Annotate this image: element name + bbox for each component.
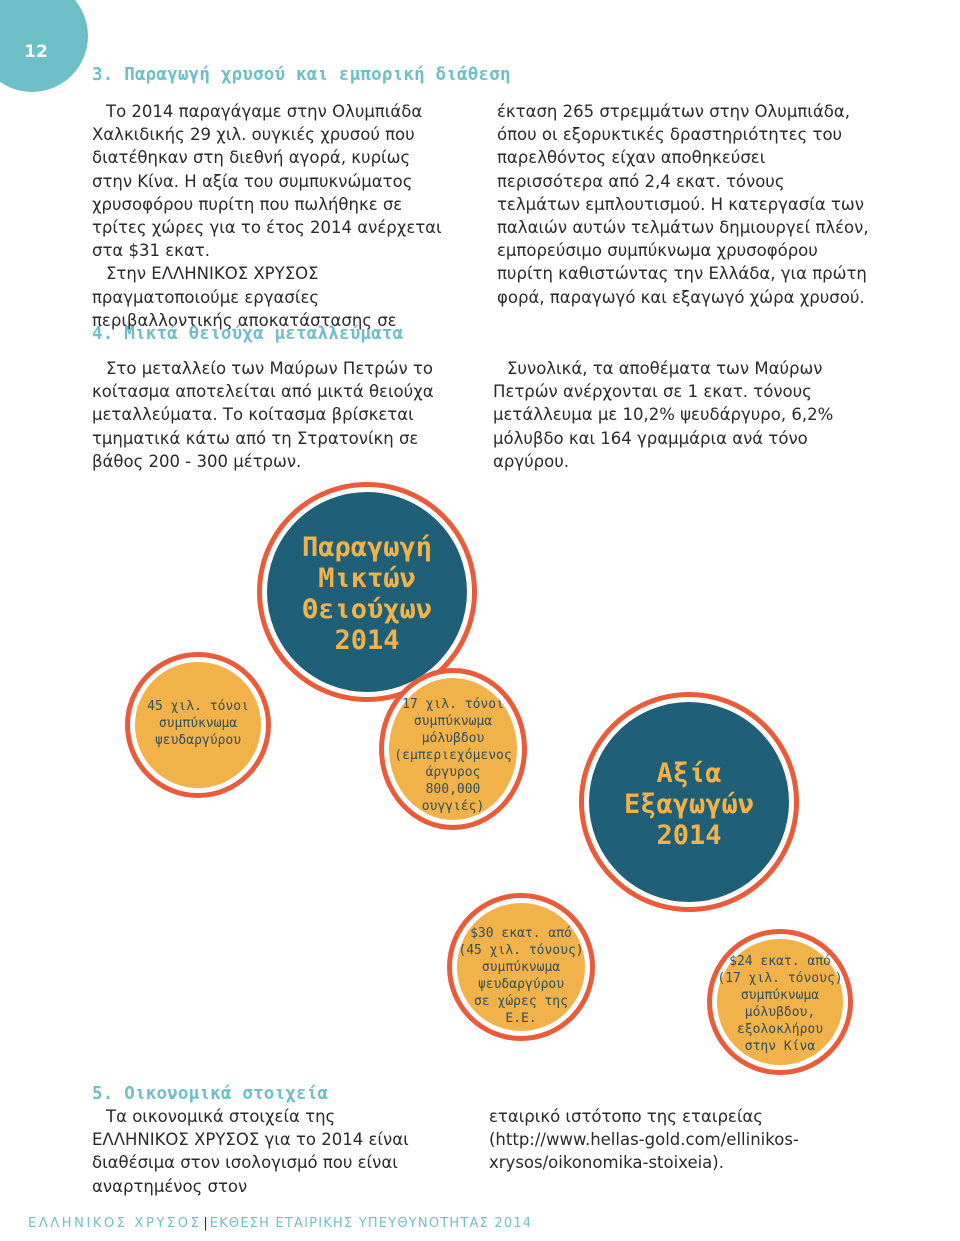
section-5-number: 5. bbox=[92, 1084, 114, 1104]
exports-line-2: Εξαγωγών bbox=[623, 789, 755, 820]
exports-line-1: Αξία bbox=[656, 758, 722, 789]
lead-line-6: 800,000 bbox=[425, 782, 481, 797]
export-lead-line-4: μόλυβδου, bbox=[744, 1005, 816, 1020]
section-4-paragraph-2: Συνολικά, τα αποθέματα των Μαύρων Πετρών ανέρχονται σε 1 εκατ. τόνους μετάλλευμα με 10,2% ψευδάργυρο, 6,2% μόλυβδο και 164 γραμμάρια ανά τόνο αργύρου. bbox=[493, 359, 834, 471]
exports-value-label bbox=[589, 758, 789, 851]
section-5-paragraph-2: εταιρικό ιστότοπο της εταιρείας (http://www.hellas-gold.com/ellinikos-xrysos/oikonomika-stoixeia). bbox=[489, 1107, 799, 1173]
lead-line-1: 17 χιλ. τόνοι bbox=[402, 697, 504, 712]
export-lead-line-5: εξολοκλήρου bbox=[736, 1022, 824, 1037]
section-3-title: 3. Παραγωγή χρυσού και εμπορική διάθεση bbox=[92, 65, 511, 85]
exports-line-3: 2014 bbox=[656, 820, 722, 851]
lead-line-7: ουγγιές) bbox=[421, 799, 485, 814]
lead-concentrate-circle bbox=[384, 673, 522, 825]
zinc-line-1: 45 χιλ. τόνοι bbox=[147, 699, 249, 714]
production-label bbox=[267, 532, 467, 656]
section-3-paragraph-3: έκταση 265 στρεμμάτων στην Ολυμπιάδα, όπου οι εξορυκτικές δραστηριότητες του παρελθόντος είχαν αποθηκεύσει περισσότερα από 2,4 εκατ. τόνους τελμάτων εμπλουτισμού. Η κατεργασία των παλαιών αυτών τελμάτων δημιουργεί πλέον, εμπορεύσιμο συμπύκνωμα χρυσοφόρου πυρίτη καθιστώντας την Ελλάδα, για πρώτη φορά, παραγωγό και εξαγωγό χώρα χρυσού. bbox=[497, 102, 869, 307]
section-5-title bbox=[92, 1084, 328, 1104]
export-lead-line-6: στην Κίνα bbox=[744, 1039, 816, 1054]
section-4-number: 4. bbox=[92, 324, 114, 344]
footer-report-title: ΕΚΘΕΣΗ ΕΤΑΙΡΙΚΗΣ ΥΠΕΥΘΥΝΟΤΗΤΑΣ 2014 bbox=[209, 1216, 533, 1231]
export-zinc-line-5: σε χώρες της Ε.Ε. bbox=[474, 994, 568, 1026]
export-lead-line-1: $24 εκατ. από bbox=[729, 954, 831, 969]
export-zinc-circle bbox=[452, 898, 590, 1036]
section-3-paragraph-2: Στην ΕΛΛΗΝΙΚΟΣ ΧΡΥΣΟΣ πραγματοποιούμε εργασίες περιβαλλοντικής αποκατάστασης σε bbox=[92, 264, 397, 330]
production-line-2: Μικτών bbox=[318, 563, 416, 594]
lead-concentrate-label bbox=[389, 696, 517, 815]
production-line-4: 2014 bbox=[334, 625, 400, 656]
footer-brand: ΕΛΛΗΝΙΚΟΣ ΧΡΥΣΟΣ bbox=[28, 1216, 202, 1231]
export-lead-circle bbox=[712, 934, 848, 1070]
section-5-right-column bbox=[489, 1105, 869, 1175]
production-circle bbox=[262, 487, 472, 697]
section-3-right-column bbox=[497, 100, 869, 309]
lead-line-3: μόλυβδου bbox=[421, 731, 485, 746]
page-footer bbox=[28, 1216, 532, 1231]
section-4-paragraph-1: Στο μεταλλείο των Μαύρων Πετρών το κοίτασμα αποτελείται από μικτά θειούχα μεταλλεύματα. Το κοίτασμα βρίσκεται τμηματικά κάτω από τη Στρατονίκη σε βάθος 200 - 300 μέτρων. bbox=[92, 359, 434, 471]
production-line-1: Παραγωγή bbox=[301, 532, 433, 563]
lead-line-2: συμπύκνωμα bbox=[413, 714, 493, 729]
lead-line-4: (εμπεριεχόμενος bbox=[394, 748, 512, 763]
production-line-3: Θειούχων bbox=[301, 594, 433, 625]
section-3-left-column bbox=[92, 100, 452, 332]
section-4-title bbox=[92, 324, 403, 344]
export-zinc-line-3: συμπύκνωμα bbox=[481, 960, 561, 975]
lead-line-5: άργυρος bbox=[425, 765, 481, 780]
export-zinc-label bbox=[457, 925, 585, 1027]
section-5-title-text: Οικονομικά στοιχεία bbox=[124, 1084, 329, 1104]
zinc-concentrate-label bbox=[135, 698, 261, 749]
export-lead-label bbox=[717, 953, 843, 1055]
section-3-paragraph-1: Το 2014 παραγάγαμε στην Ολυμπιάδα Χαλκιδικής 29 χιλ. ουγκιές χρυσού που διατέθηκαν στη διεθνή αγορά, κυρίως στην Κίνα. Η αξία του συμπυκνώματος χρυσοφόρου πυρίτη που πωλήθηκε σε τρίτες χώρες για το έτος 2014 ανέρχεται στα $31 εκατ. bbox=[92, 102, 442, 261]
section-4-title-text: Μικτά θειούχα μεταλλεύματα bbox=[124, 324, 404, 344]
section-4-left-column bbox=[92, 357, 474, 473]
section-5-paragraph-1: Τα οικονομικά στοιχεία της ΕΛΛΗΝΙΚΟΣ ΧΡΥΣΟΣ για το 2014 είναι διαθέσιμα στον ισολογισμό που είναι αναρτημένος στον bbox=[92, 1107, 409, 1196]
export-zinc-line-1: $30 εκατ. από bbox=[470, 926, 572, 941]
export-zinc-line-2: (45 χιλ. τόνους) bbox=[458, 943, 584, 958]
zinc-line-3: ψευδαργύρου bbox=[154, 733, 242, 748]
exports-value-circle bbox=[584, 697, 794, 907]
page-number: 12 bbox=[24, 42, 48, 62]
section-5-left-column bbox=[92, 1105, 432, 1198]
export-lead-line-2: (17 χιλ. τόνους) bbox=[717, 971, 843, 986]
section-4-right-column bbox=[493, 357, 865, 473]
zinc-concentrate-circle bbox=[130, 657, 266, 793]
export-zinc-line-4: ψευδαργύρου bbox=[477, 977, 565, 992]
export-lead-line-3: συμπύκνωμα bbox=[740, 988, 820, 1003]
footer-separator: | bbox=[203, 1216, 208, 1231]
zinc-line-2: συμπύκνωμα bbox=[158, 716, 238, 731]
